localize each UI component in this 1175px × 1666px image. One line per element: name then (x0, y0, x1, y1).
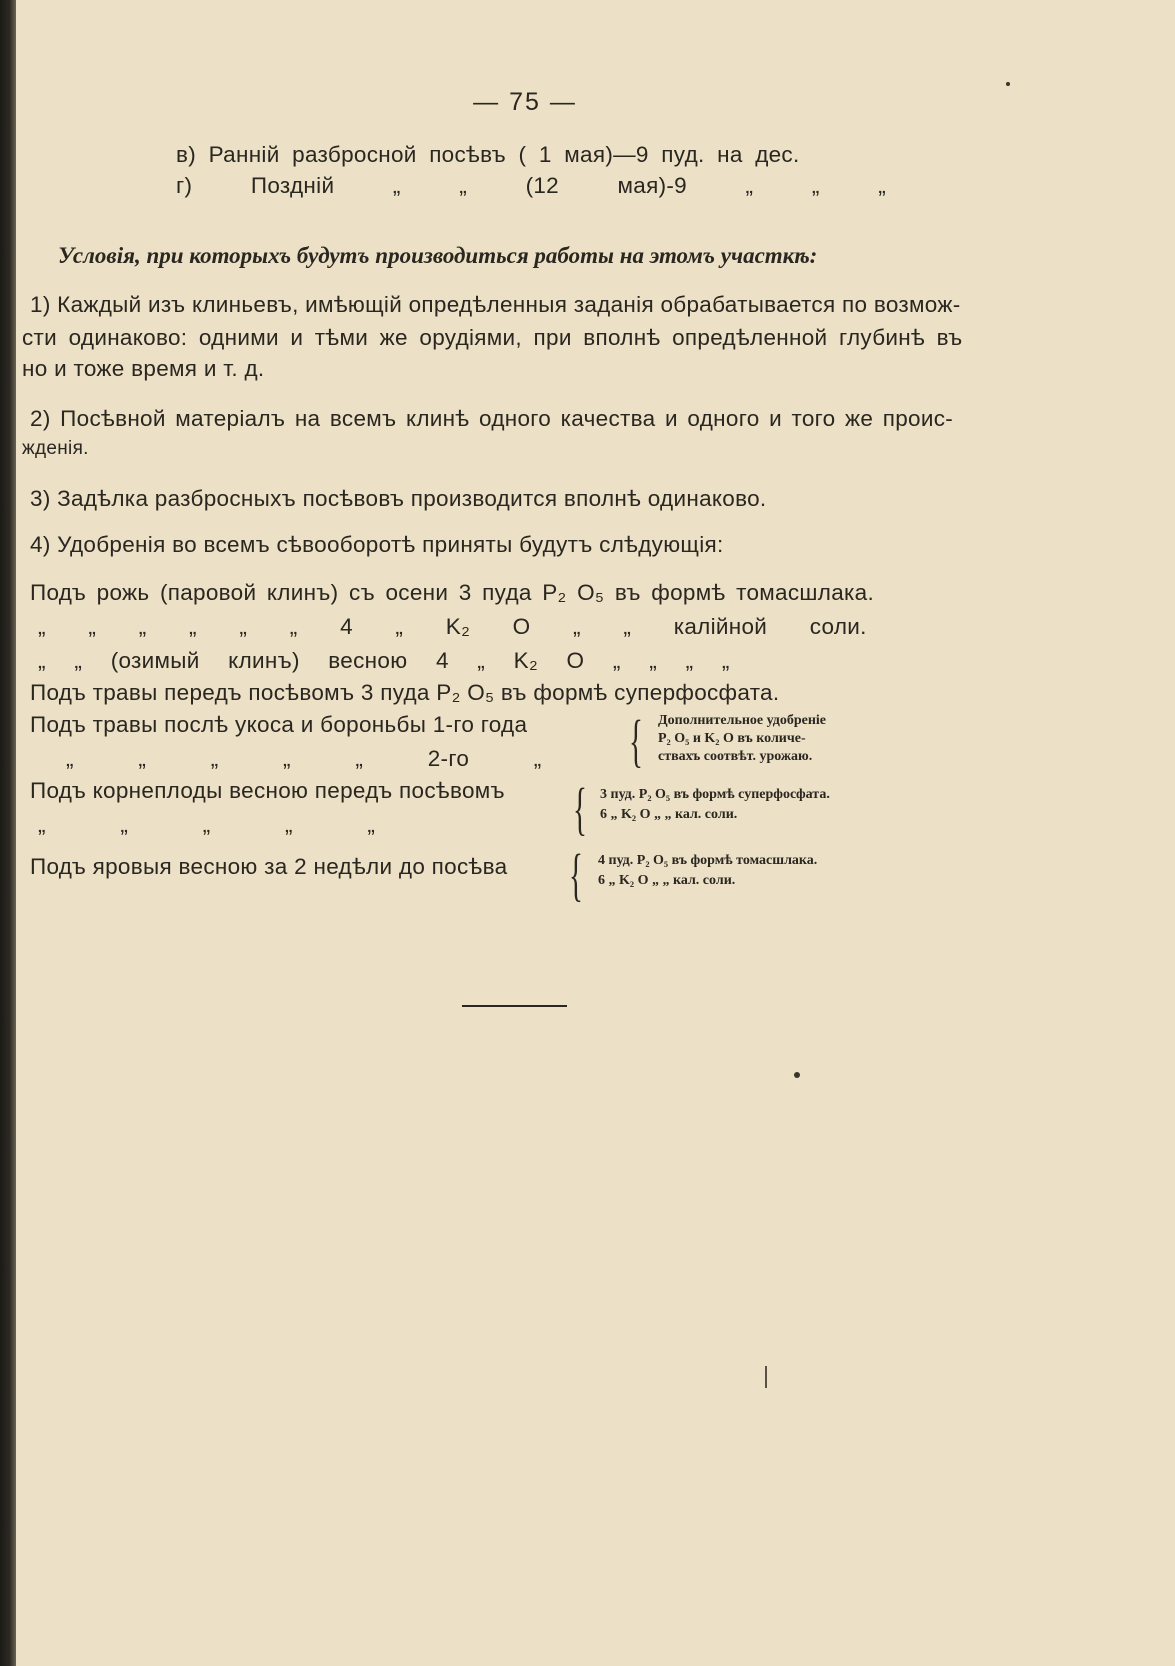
paragraph-2-line-2: жденiя. (22, 438, 89, 459)
spring-crops-brace: { (568, 842, 583, 907)
spring-crops-note-1: 4 пуд. P₂ O₅ въ формѣ томасшлака. (598, 853, 818, 868)
paragraph-4: 4) Удобренiя во всемъ сѣвооборотѣ приняты будутъ слѣдующiя: (30, 532, 724, 557)
ink-speck (794, 1072, 800, 1078)
root-crops-brace: { (572, 776, 587, 841)
grass-note-line-2: P₂ O₅ и K₂ O въ количе- (658, 731, 806, 746)
ink-speck (1006, 82, 1010, 86)
spring-crops-note-2: 6 „ K₂ O „ „ кал. соли. (598, 873, 736, 888)
grass-after-cut-line-2: „ „ „ „ „ 2-го „ (66, 746, 542, 771)
book-binding-edge (0, 0, 16, 1666)
fertilizer-line-3: „ „ (озимый клинъ) весною 4 „ K₂ O „ „ „ „ (38, 648, 730, 673)
paragraph-1-line-3: но и тоже время и т. д. (22, 356, 265, 381)
paper-mark (765, 1366, 767, 1388)
conditions-heading: Условiя, при которыхъ будутъ производиться работы на этомъ участкѣ: (58, 243, 818, 268)
paragraph-2-line-1: 2) Посѣвной матерiалъ на всемъ клинѣ одного качества и одного и того же проис- (30, 406, 954, 431)
root-crops-line-2: „ „ „ „ „ (38, 812, 376, 837)
section-separator (462, 1005, 567, 1007)
root-crops-note-1: 3 пуд. P₂ O₅ въ формѣ суперфосфата. (600, 787, 830, 802)
root-crops-note-2: 6 „ K₂ O „ „ кал. соли. (600, 807, 738, 822)
paragraph-3: 3) Задѣлка разбросныхъ посѣвовъ производится вполнѣ одинаково. (30, 486, 767, 511)
fertilizer-line-1: Подъ рожь (паровой клинъ) съ осени 3 пуда P₂ O₅ въ формѣ томасшлака. (30, 580, 875, 605)
grass-note-line-3: ствахъ соотвѣт. урожаю. (658, 749, 813, 764)
fertilizer-line-2: „ „ „ „ „ „ 4 „ K₂ O „ „ калiйной соли. (38, 614, 867, 639)
sowing-late: г) Позднiй „ „ (12 мая)-9 „ „ „ (176, 173, 887, 198)
paragraph-1-line-1: 1) Каждый изъ клиньевъ, имѣющiй опредѣленныя заданiя обрабатывается по возмож- (30, 292, 961, 317)
grass-note-brace: { (628, 708, 643, 773)
fertilizer-line-4: Подъ травы передъ посѣвомъ 3 пуда P₂ O₅ въ формѣ суперфосфата. (30, 680, 780, 705)
page-number: — 75 — (473, 88, 577, 116)
sowing-early: в) Раннiй разбросной посѣвъ ( 1 мая)—9 пуд. на дес. (176, 142, 800, 167)
root-crops-line-1: Подъ корнеплоды весною передъ посѣвомъ (30, 778, 505, 803)
grass-after-cut-line-1: Подъ травы послѣ укоса и бороньбы 1-го года (30, 712, 528, 737)
spring-crops-line: Подъ яровыя весною за 2 недѣли до посѣва (30, 854, 508, 879)
grass-note-line-1: Дополнительное удобренiе (658, 713, 826, 728)
paragraph-1-line-2: сти одинаково: одними и тѣми же орудiями, при вполнѣ опредѣленной глубинѣ въ (22, 325, 963, 350)
